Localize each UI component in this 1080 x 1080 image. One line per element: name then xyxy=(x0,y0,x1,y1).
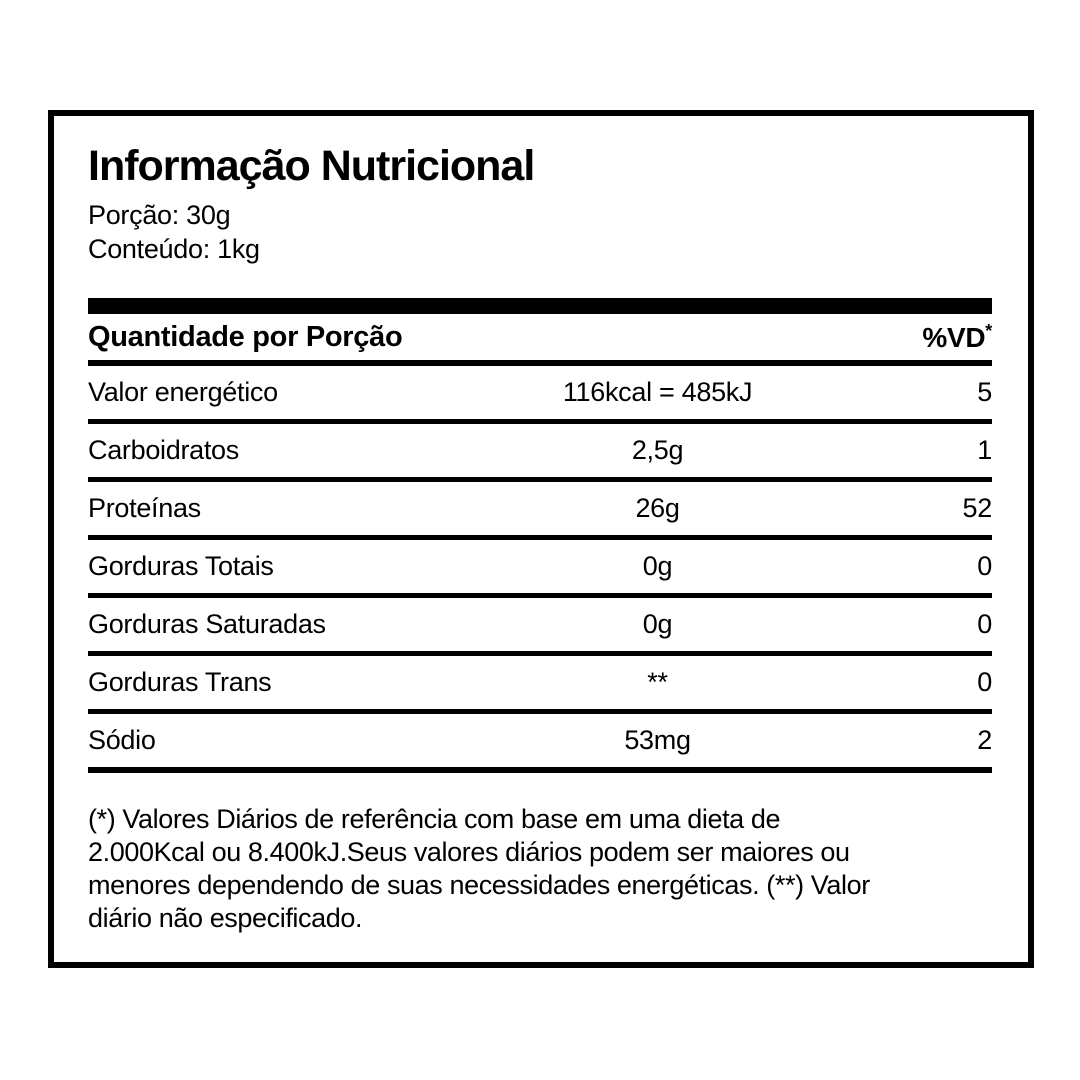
nutrient-amount: ** xyxy=(647,667,668,697)
footnote-line: menores dependendo de suas necessidades energéticas. (**) Valor xyxy=(88,870,870,900)
nutrient-dv: 0 xyxy=(977,667,992,697)
table-row xyxy=(88,656,992,714)
nutrient-name: Gorduras Trans xyxy=(88,667,272,697)
nutrient-dv: 0 xyxy=(977,609,992,639)
package-content: Conteúdo: 1kg xyxy=(88,234,260,264)
nutrition-table xyxy=(88,314,992,773)
nutrient-amount: 0g xyxy=(642,609,673,639)
table-header-row xyxy=(88,314,992,366)
footnote-line: (*) Valores Diários de referência com base em uma dieta de xyxy=(88,804,781,834)
nutrient-name: Carboidratos xyxy=(88,435,239,465)
nutrient-dv: 2 xyxy=(977,725,992,755)
nutrient-dv: 0 xyxy=(977,551,992,581)
quantity-per-serving-header: Quantidade por Porção xyxy=(88,320,403,353)
nutrient-name: Gorduras Totais xyxy=(88,551,274,581)
nutrient-name: Gorduras Saturadas xyxy=(88,609,326,639)
serving-size: Porção: 30g xyxy=(88,200,231,230)
table-row xyxy=(88,482,992,540)
table-row xyxy=(88,366,992,424)
footnote-line: 2.000Kcal ou 8.400kJ.Seus valores diários podem ser maiores ou xyxy=(88,837,850,867)
daily-value-asterisk: * xyxy=(985,320,992,341)
daily-value-header-label: %VD xyxy=(922,321,986,353)
nutrient-amount: 116kcal = 485kJ xyxy=(562,377,753,407)
daily-values-footnote xyxy=(88,803,992,935)
table-top-bar xyxy=(88,298,992,314)
nutrient-name: Sódio xyxy=(88,725,156,755)
nutrient-dv: 52 xyxy=(962,493,992,523)
nutrient-amount: 2,5g xyxy=(631,435,684,465)
nutrient-amount: 26g xyxy=(635,493,680,523)
nutrient-dv: 1 xyxy=(977,435,992,465)
table-row xyxy=(88,540,992,598)
label-title: Informação Nutricional xyxy=(88,142,535,190)
table-row xyxy=(88,714,992,773)
nutrition-label-panel xyxy=(48,110,1034,968)
nutrient-amount: 53mg xyxy=(624,725,691,755)
daily-value-header xyxy=(922,321,992,354)
table-row xyxy=(88,598,992,656)
footnote-line: diário não especificado. xyxy=(88,903,363,933)
nutrient-name: Proteínas xyxy=(88,493,201,523)
nutrient-dv: 5 xyxy=(977,377,992,407)
nutrient-name: Valor energético xyxy=(88,377,278,407)
table-row xyxy=(88,424,992,482)
nutrient-amount: 0g xyxy=(642,551,673,581)
